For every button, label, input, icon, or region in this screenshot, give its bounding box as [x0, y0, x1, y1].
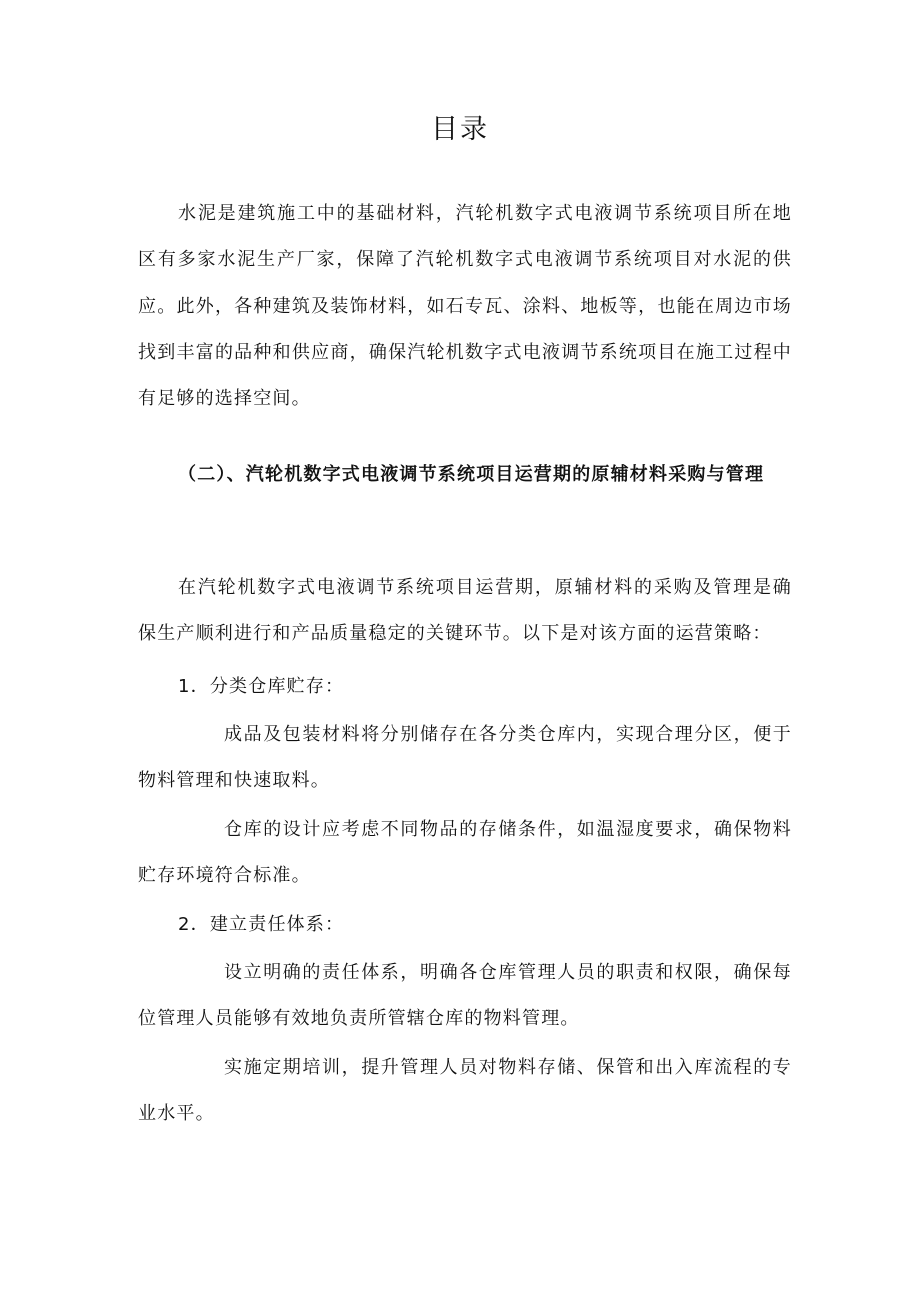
- page-title: 目录: [431, 114, 489, 145]
- list-item-text: 仓库的设计应考虑不同物品的存储条件，如温湿度要求，确保物料贮存环境符合标准。: [138, 819, 792, 886]
- intro-paragraph: 水泥是建筑施工中的基础材料，汽轮机数字式电液调节系统项目所在地区有多家水泥生产厂家，保障了汽轮机数字式电液调节系统项目对水泥的供应。此外，各种建筑及装饰材料，如石专瓦、涂料、地板等，也能在周边市场找到丰富的品种和供应商，确保汽轮机数字式电液调节系统项目在施工过程中有足够的选择空间。: [138, 203, 792, 410]
- list-item-label: 2．建立责任体系：: [178, 914, 345, 935]
- list-item-text: 成品及包装材料将分别储存在各分类仓库内，实现合理分区，便于物料管理和快速取料。: [138, 724, 792, 791]
- list-item-text: 设立明确的责任体系，明确各仓库管理人员的职责和权限，确保每位管理人员能够有效地负责所管辖仓库的物料管理。: [138, 962, 792, 1029]
- section-paragraph: 在汽轮机数字式电液调节系统项目运营期，原辅材料的采购及管理是确保生产顺利进行和产品质量稳定的关键环节。以下是对该方面的运营策略：: [138, 577, 792, 645]
- list-item-text: 实施定期培训，提升管理人员对物料存储、保管和出入库流程的专业水平。: [138, 1057, 792, 1124]
- list-item-label: 1．分类仓库贮存：: [178, 676, 345, 697]
- section-heading: （二）、汽轮机数字式电液调节系统项目运营期的原辅材料采购与管理: [178, 464, 765, 485]
